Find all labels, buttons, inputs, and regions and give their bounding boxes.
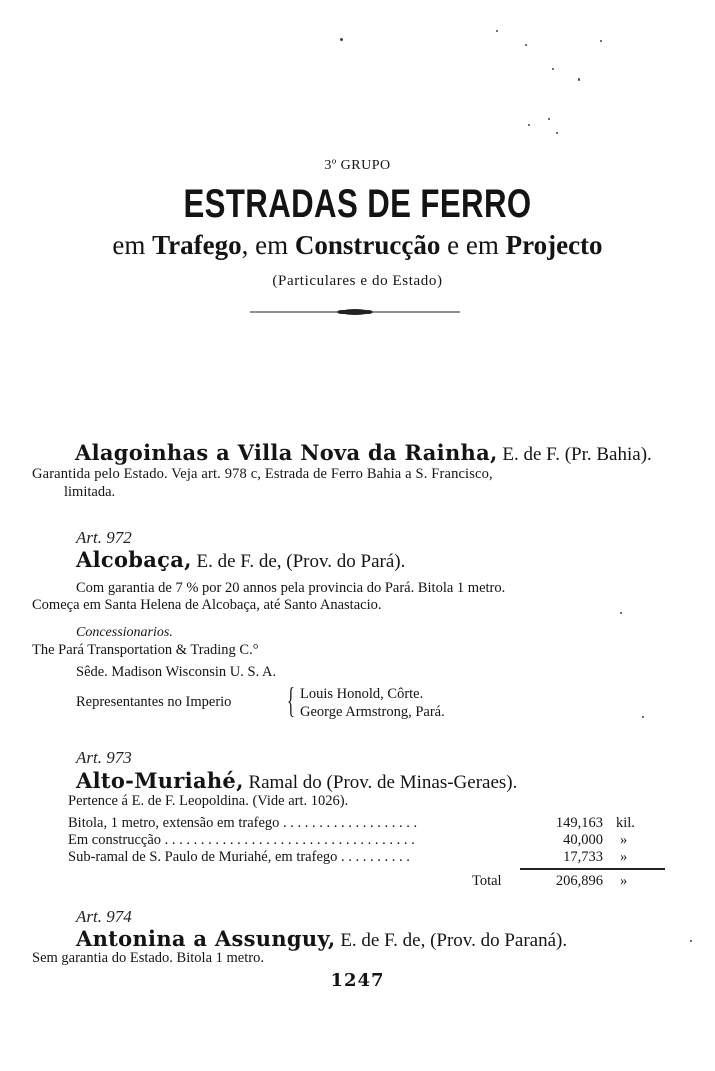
entry-alto-muriahe-heading bbox=[76, 768, 517, 794]
rail-suffix: E. de F. de, (Prov. do Paraná). bbox=[340, 930, 568, 951]
rail-name: Alagoinhas a Villa Nova da Rainha, bbox=[75, 440, 498, 465]
rail-suffix: E. de F. (Pr. Bahia). bbox=[502, 444, 652, 465]
entry-text: limitada. bbox=[64, 484, 116, 500]
article-number: Art. 973 bbox=[76, 748, 132, 767]
entry-text: Sem garantia do Estado. Bitola 1 metro. bbox=[32, 950, 264, 966]
entry-text: Garantida pelo Estado. Veja art. 978 c, Estrada de Ferro Bahia a S. Francisco, bbox=[32, 466, 493, 482]
entry-alagoinhas-heading bbox=[75, 440, 652, 466]
table-value: 40,000 bbox=[563, 832, 603, 848]
total-value: 206,896 bbox=[555, 873, 603, 889]
entry-antonina-heading bbox=[76, 926, 567, 952]
total-unit: » bbox=[620, 873, 628, 889]
page-title: ESTRADAS DE FERRO bbox=[183, 182, 532, 226]
entry-text: Começa em Santa Helena de Alcobaça, até Santo Anastacio. bbox=[32, 597, 382, 613]
table-label: Bitola, 1 metro, extensão em trafego bbox=[68, 815, 280, 831]
concession-label: Concessionarios. bbox=[76, 625, 173, 640]
table-value: 17,733 bbox=[563, 849, 603, 865]
subtitle-part: Construcção bbox=[294, 230, 441, 260]
seat: Sêde. Madison Wisconsin U. S. A. bbox=[76, 664, 277, 680]
entry-text: Pertence á E. de F. Leopoldina. (Vide art. 1026). bbox=[68, 793, 349, 809]
table-unit: kil. bbox=[616, 815, 635, 831]
article-number: Art. 972 bbox=[76, 528, 132, 547]
subtitle-part: Projecto bbox=[505, 230, 603, 260]
subtitle-part: em bbox=[112, 230, 153, 260]
entry-text: Com garantia de 7 % por 20 annos pela provincia do Pará. Bitola 1 metro. bbox=[76, 580, 506, 596]
article-number: Art. 974 bbox=[76, 907, 132, 926]
ornament-divider-icon bbox=[250, 306, 460, 318]
concessionaire: The Pará Transportation & Trading C.° bbox=[32, 642, 259, 658]
table-row-label: Bitola, 1 metro, extensão em trafego . . . . . . . . . . . . . . . . . . . bbox=[68, 815, 418, 831]
page-number: 1247 bbox=[330, 970, 385, 991]
rail-name: Alcobaça, bbox=[76, 547, 192, 572]
representative: Louis Honold, Côrte. bbox=[300, 686, 424, 702]
total-label: Total bbox=[472, 873, 502, 889]
subtitle-note: (Particulares e do Estado) bbox=[272, 273, 443, 289]
section-subtitle bbox=[0, 230, 715, 261]
group-label: 3º GRUPO bbox=[324, 158, 391, 173]
table-unit: » bbox=[620, 832, 628, 848]
table-value: 149,163 bbox=[555, 815, 603, 831]
rail-name: Alto-Muriahé, bbox=[76, 768, 244, 793]
table-row-label: Sub-ramal de S. Paulo de Muriahé, em trafego . . . . . . . . . . bbox=[68, 849, 410, 865]
rail-suffix: E. de F. de, (Prov. do Pará). bbox=[196, 551, 406, 572]
table-row-label: Em construcção . . . . . . . . . . . . . . . . . . . . . . . . . . . . . . . . . . . bbox=[68, 832, 415, 848]
subtitle-part: e em bbox=[440, 230, 506, 260]
brace-icon: { bbox=[287, 680, 295, 720]
table-label: Sub-ramal de S. Paulo de Muriahé, em trafego bbox=[68, 849, 338, 865]
table-unit: » bbox=[620, 849, 628, 865]
subtitle-part: Trafego bbox=[152, 230, 242, 260]
representatives-label: Representantes no Imperio bbox=[76, 694, 232, 710]
entry-alcobaca-heading bbox=[76, 547, 405, 573]
table-label: Em construcção bbox=[68, 832, 162, 848]
rail-name: Antonina a Assunguy, bbox=[76, 926, 336, 951]
representative: George Armstrong, Pará. bbox=[300, 704, 445, 720]
total-rule bbox=[520, 868, 665, 870]
subtitle-part: , em bbox=[241, 230, 295, 260]
rail-suffix: Ramal do (Prov. de Minas-Geraes). bbox=[248, 772, 518, 793]
